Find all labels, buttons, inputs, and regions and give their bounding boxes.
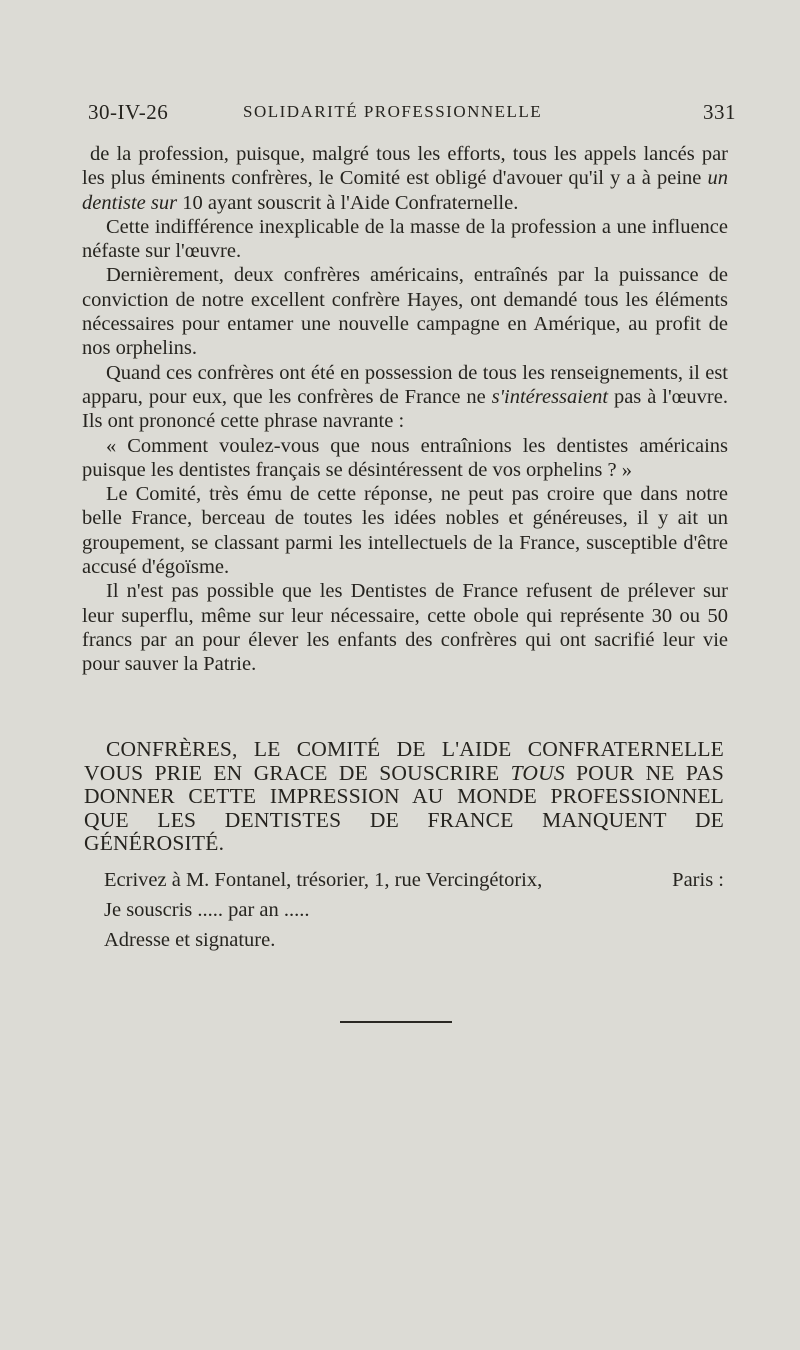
paragraph-5-quote: « Comment voulez-vous que nous entraînions les dentistes américains puisque les dentistes français se désintéressent de vos orphelins ? » [82,434,728,481]
body-text [82,142,728,677]
header-title: SOLIDARITÉ PROFESSIONNELLE [243,102,543,121]
appeal-emphasis: TOUS [510,760,565,785]
contact-block [104,865,724,955]
paragraph-1-part-a: de la profession, puisque, malgré tous les efforts, tous les appels lancés par les plus éminents confrères, le Comité est obligé d'avouer qu'il y a à peine [82,143,728,190]
contact-line-subscription: Je souscris ..... par an ..... [104,899,310,921]
paragraph-1-part-b: 10 ayant souscrit à l'Aide Confraternelle. [177,191,519,214]
header-date: 30-IV-26 [88,100,169,124]
closing-rule [340,1021,452,1023]
paragraph-1-emphasis: un dentiste sur [82,167,728,214]
running-header [88,100,736,130]
contact-line-1 [104,865,724,895]
paragraph-4-part-a: Quand ces confrères ont été en possession de tous les renseignements, il est apparu, pour eux, que les confrères de France ne [82,361,728,408]
paragraph-4-emphasis: s'intéressaient [491,385,609,408]
appeal-block [84,738,724,856]
paragraph-3: Dernièrement, deux confrères américains, entraînés par la puissance de conviction de notre excellent confrère Hayes, ont demandé tous les éléments nécessaires pour entamer une nouvelle campagne en Amérique, au profit de nos orphelins. [82,264,728,360]
appeal-part-a: CONFRÈRES, LE COMITÉ DE L'AIDE CONFRATERNELLE VOUS PRIE EN GRACE DE SOUSCRIRE [84,737,724,785]
page-number: 331 [703,100,736,124]
paragraph-1 [82,142,728,215]
appeal-part-b: POUR NE PAS DONNER CETTE IMPRESSION AU MONDE PROFESSIONNEL QUE LES DENTISTES DE FRANCE MANQUENT DE GÉNÉROSITÉ. [84,760,724,856]
paragraph-7: Il n'est pas possible que les Dentistes de France refusent de prélever sur leur superflu, même sur leur nécessaire, cette obole qui représente 30 ou 50 francs par an pour élever les enfants des confrères qui ont sacrifié leur vie pour sauver la Patrie. [82,580,728,676]
paragraph-2: Cette indifférence inexplicable de la masse de la profession a une influence néfaste sur l'œuvre. [82,215,728,263]
paragraph-4-part-b: pas à l'œuvre. Ils ont prononcé cette phrase navrante : [82,385,728,433]
contact-city: Paris : [672,869,724,891]
contact-address: Ecrivez à M. Fontanel, trésorier, 1, rue Vercingétorix, [104,869,543,891]
paragraph-6: Le Comité, très ému de cette réponse, ne peut pas croire que dans notre belle France, berceau de toutes les idées nobles et généreuses, il y ait un groupement, se classant parmi les intellectuels de la France, susceptible d'être accusé d'égoïsme. [82,483,728,579]
contact-line-signature: Adresse et signature. [104,929,276,951]
paragraph-4 [82,361,728,434]
